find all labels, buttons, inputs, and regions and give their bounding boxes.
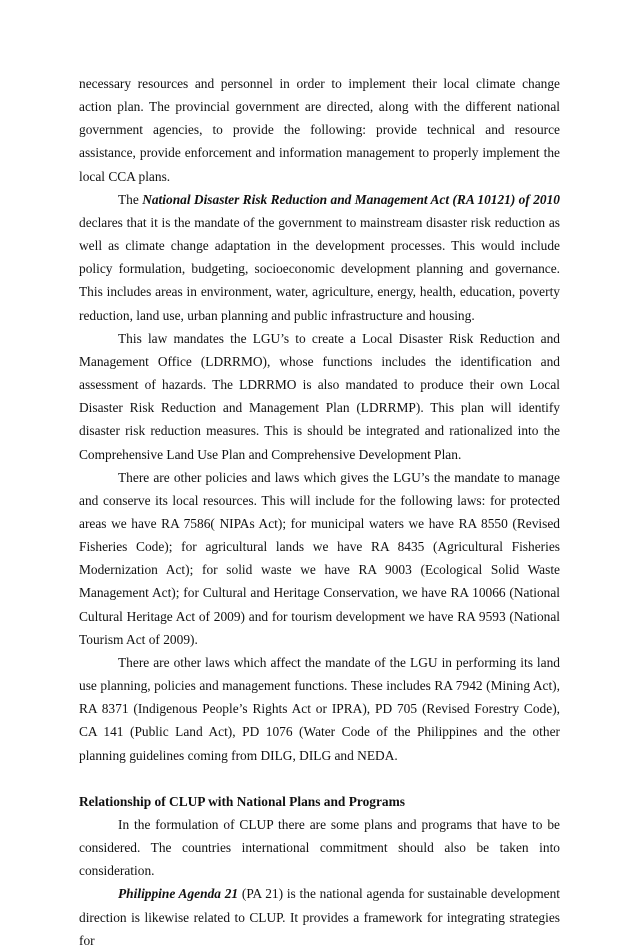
paragraph-land-use-laws: There are other laws which affect the mandate of the LGU in performing its land use planning, policies and management functions. These includes RA 7942 (Mining Act), RA 8371 (Indigenous People’s Rights Act or IPRA), PD 705 (Revised Forestry Code), CA 141 (Public Land Act), PD 1076 (Water Code of the Philippines and the other planning guidelines coming from DILG, DILG and NEDA. (79, 654, 560, 763)
ndrrm-act-title: National Disaster Risk Reduction and Management Act (RA 10121) of 2010 (142, 191, 560, 207)
section-heading: Relationship of CLUP with National Plans and Programs (79, 793, 405, 809)
paragraph-lead-text: The (118, 191, 143, 207)
paragraph-body-text: (PA 21) is the national agenda for sustainable development direction is likewise related to CLUP. It provides a framework for integrating strategies for (79, 886, 560, 948)
paragraph-local-resources-laws: There are other policies and laws which gives the LGU’s the mandate to manage and conserve its local resources. This will include for the following laws: for protected areas we have RA 7586( NIPAs Act); for municipal waters we have RA 8550 (Revised Fisheries Code); for agricultural lands we have RA 8435 (Agricultural Fisheries Modernization Act); for solid waste we have RA 9003 (Ecological Solid Waste Management Act); for Cultural and Heritage Conservation, we have RA 10066 (National Cultural Heritage Act of 2009) and for tourism development we have RA 9593 (National Tourism Act of 2009). (79, 469, 560, 647)
paragraph-clup-formulation: In the formulation of CLUP there are some plans and programs that have to be considered. The countries international commitment should also be taken into consideration. (79, 816, 560, 879)
paragraph-continuation: necessary resources and personnel in order to implement their local climate change action plan. The provincial government are directed, along with the different national government agencies, to provide the following: provide technical and resource assistance, provide enforcement and information management to properly implement the local CCA plans. (79, 76, 560, 184)
paragraph-ldrrmo: This law mandates the LGU’s to create a Local Disaster Risk Reduction and Management Office (LDRRMO), whose functions includes the identification and assessment of hazards. The LDRRMO is also mandated to produce their own Local Disaster Risk Reduction and Management Plan (LDRRMP). This plan will identify disaster risk reduction measures. This is should be integrated and rationalized into the Comprehensive Land Use Plan and Comprehensive Development Plan. (79, 330, 560, 462)
paragraph-ndrrm-act (79, 188, 560, 327)
paragraph-philippine-agenda-21 (79, 882, 560, 951)
philippine-agenda-21-title: Philippine Agenda 21 (118, 886, 239, 902)
document-body (79, 72, 560, 952)
paragraph-body-text: declares that it is the mandate of the government to mainstream disaster risk reduction as well as climate change adaptation in the development processes. This would include policy formulation, budgeting, socioeconomic development planning and governance. This includes areas in environment, water, agriculture, energy, health, education, poverty reduction, land use, urban planning and public infrastructure and housing. (79, 214, 560, 323)
